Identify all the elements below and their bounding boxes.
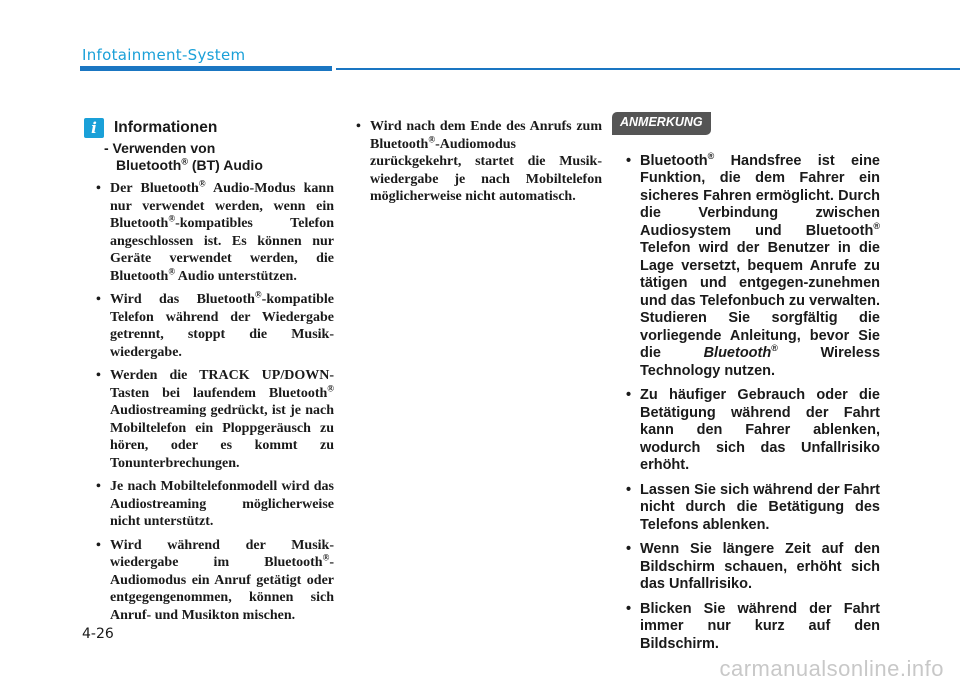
list-item: • Bluetooth® Handsfree ist eine Funktion, die dem Fahrer ein sicheres Fahren ermöglicht. Durch die Verbindung zwischen Audiosystem und Bluetooth® Telefon wird der Benutzer in die Lage versetzt, bequem Anrufe zu tätigen und entgegen-zunehmen und das Telefonbuch zu verwalten. Studieren Sie sorgfältig die vorliegende Anleitung, bevor Sie die Bluetooth® Wireless Technology nutzen.: [626, 153, 880, 381]
list-item: • Wird während der Musik-wiedergabe im Bluetooth®-Audiomodus ein Anruf getätigt oder entgegengenommen, können sich Anruf- und Musikton mischen.: [96, 537, 334, 625]
header-rule-thick: [80, 66, 332, 71]
list-item: • Wenn Sie längere Zeit auf den Bildschirm schauen, erhöht sich das Unfallrisiko.: [626, 541, 880, 594]
list-item: • Der Bluetooth® Audio-Modus kann nur verwendet werden, wenn ein Bluetooth®-kompatibles Telefon angeschlossen ist. Es können nur Geräte verwendet werden, die Bluetooth® Audio unterstützen.: [96, 180, 334, 285]
middle-bullet-list: [356, 118, 602, 206]
list-item: • Wird das Bluetooth®-kompatible Telefon während der Wiedergabe getrennt, stoppt die Musik-wiedergabe.: [96, 291, 334, 361]
info-subtitle-line1: - Verwenden von: [104, 140, 216, 156]
note-badge: ANMERKUNG: [612, 112, 711, 135]
header-rule-thin: [336, 68, 960, 70]
note-bullet-list: [626, 150, 881, 654]
section-title: Infotainment-System: [82, 46, 246, 64]
page-number: 4-26: [82, 626, 114, 642]
left-column: [91, 118, 335, 630]
info-icon: i: [84, 118, 104, 138]
list-item: • Zu häufiger Gebrauch oder die Betätigung während der Fahrt kann den Fahrer ablenken, wodurch sich das Unfallrisiko erhöht.: [626, 387, 880, 475]
list-item: • Wird nach dem Ende des Anrufs zum Bluetooth®-Audiomodus zurückgekehrt, startet die Musik-wiedergabe je nach Mobiltelefon möglicherweise nicht automatisch.: [356, 118, 602, 206]
info-subtitle: [104, 140, 334, 174]
middle-column: [356, 118, 602, 212]
list-item: • Lassen Sie sich während der Fahrt nicht durch die Betätigung des Telefons ablenken.: [626, 482, 880, 535]
list-item: • Werden die TRACK UP/DOWN-Tasten bei laufendem Bluetooth® Audiostreaming gedrückt, ist je nach Mobiltelefon ein Ploppgeräusch zu hören, oder es kommt zu Tonunterbrechungen.: [96, 367, 334, 472]
info-heading: [84, 118, 334, 138]
info-title: Informationen: [114, 119, 218, 137]
list-item: • Je nach Mobiltelefonmodell wird das Audiostreaming möglicherweise nicht unterstützt.: [96, 478, 334, 531]
info-bullet-list: [96, 180, 334, 624]
watermark: carmanualsonline.info: [719, 656, 944, 681]
list-item: • Blicken Sie während der Fahrt immer nur kurz auf den Bildschirm.: [626, 601, 880, 654]
note-column: [612, 112, 880, 660]
info-subtitle-line2: Bluetooth® (BT) Audio: [116, 156, 263, 173]
